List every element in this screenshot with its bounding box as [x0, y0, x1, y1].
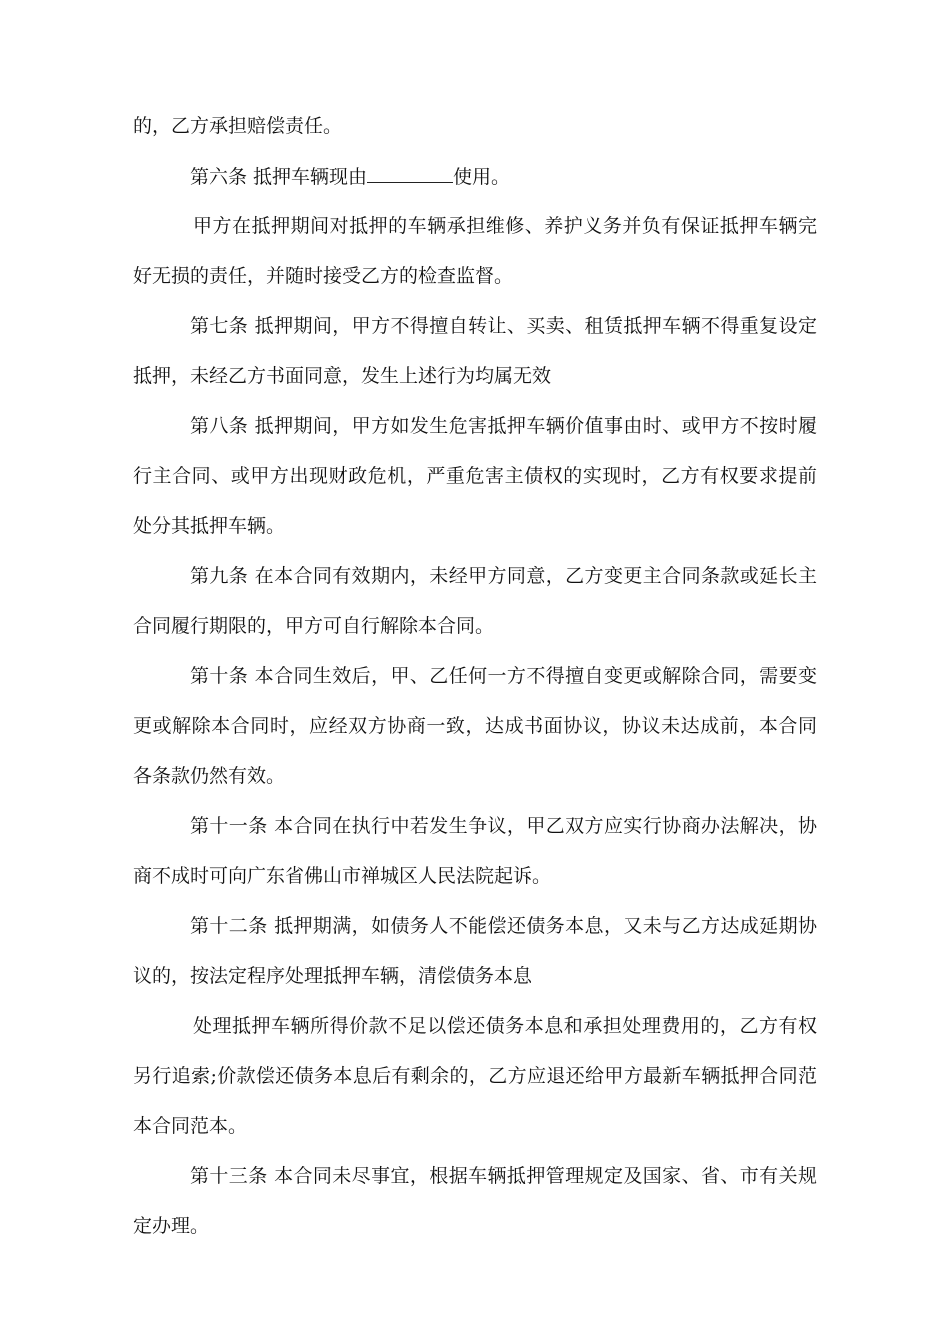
text-line: 各条款仍然有效。: [133, 765, 286, 787]
text-line: 第十三条 本合同未尽事宜，根据车辆抵押管理规定及国家、省、市有关规: [190, 1165, 817, 1187]
text-line: 另行追索;价款偿还债务本息后有剩余的，乙方应退还给甲方最新车辆抵押合同范: [133, 1065, 817, 1087]
text-line: 更或解除本合同时，应经双方协商一致，达成书面协议，协议未达成前，本合同: [133, 715, 817, 737]
text-line: 甲方在抵押期间对抵押的车辆承担维修、养护义务并负有保证抵押车辆完: [193, 215, 817, 237]
text-line: 第六条 抵押车辆现由: [190, 166, 368, 188]
text-line: 使用。: [453, 166, 511, 188]
article-6-line: [190, 164, 817, 188]
text-line: 定办理。: [133, 1215, 210, 1237]
text-line: 行主合同、或甲方出现财政危机，严重危害主债权的实现时，乙方有权要求提前: [133, 465, 817, 487]
text-line: 好无损的责任，并随时接受乙方的检查监督。: [133, 265, 514, 287]
text-line: 第九条 在本合同有效期内，未经甲方同意，乙方变更主合同条款或延长主: [190, 565, 817, 587]
text-line: 处理抵押车辆所得价款不足以偿还债务本息和承担处理费用的，乙方有权: [193, 1015, 817, 1037]
text-line: 第十条 本合同生效后，甲、乙任何一方不得擅自变更或解除合同，需要变: [190, 665, 817, 687]
text-line: 第七条 抵押期间，甲方不得擅自转让、买卖、租赁抵押车辆不得重复设定: [190, 315, 817, 337]
text-line: 的，乙方承担赔偿责任。: [133, 115, 343, 137]
text-line: 本合同范本。: [133, 1115, 248, 1137]
text-line: 第十二条 抵押期满，如债务人不能偿还债务本息，又未与乙方达成延期协: [190, 915, 817, 937]
text-line: 合同履行期限的，甲方可自行解除本合同。: [133, 615, 495, 637]
fill-in-blank: [367, 164, 453, 183]
text-line: 商不成时可向广东省佛山市禅城区人民法院起诉。: [133, 865, 552, 887]
text-line: 议的，按法定程序处理抵押车辆，清偿债务本息: [133, 965, 533, 987]
text-line: 第十一条 本合同在执行中若发生争议，甲乙双方应实行协商办法解决，协: [190, 815, 817, 837]
text-line: 抵押，未经乙方书面同意，发生上述行为均属无效: [133, 365, 552, 387]
text-line: 处分其抵押车辆。: [133, 515, 286, 537]
text-line: 第八条 抵押期间，甲方如发生危害抵押车辆价值事由时、或甲方不按时履: [190, 415, 817, 437]
